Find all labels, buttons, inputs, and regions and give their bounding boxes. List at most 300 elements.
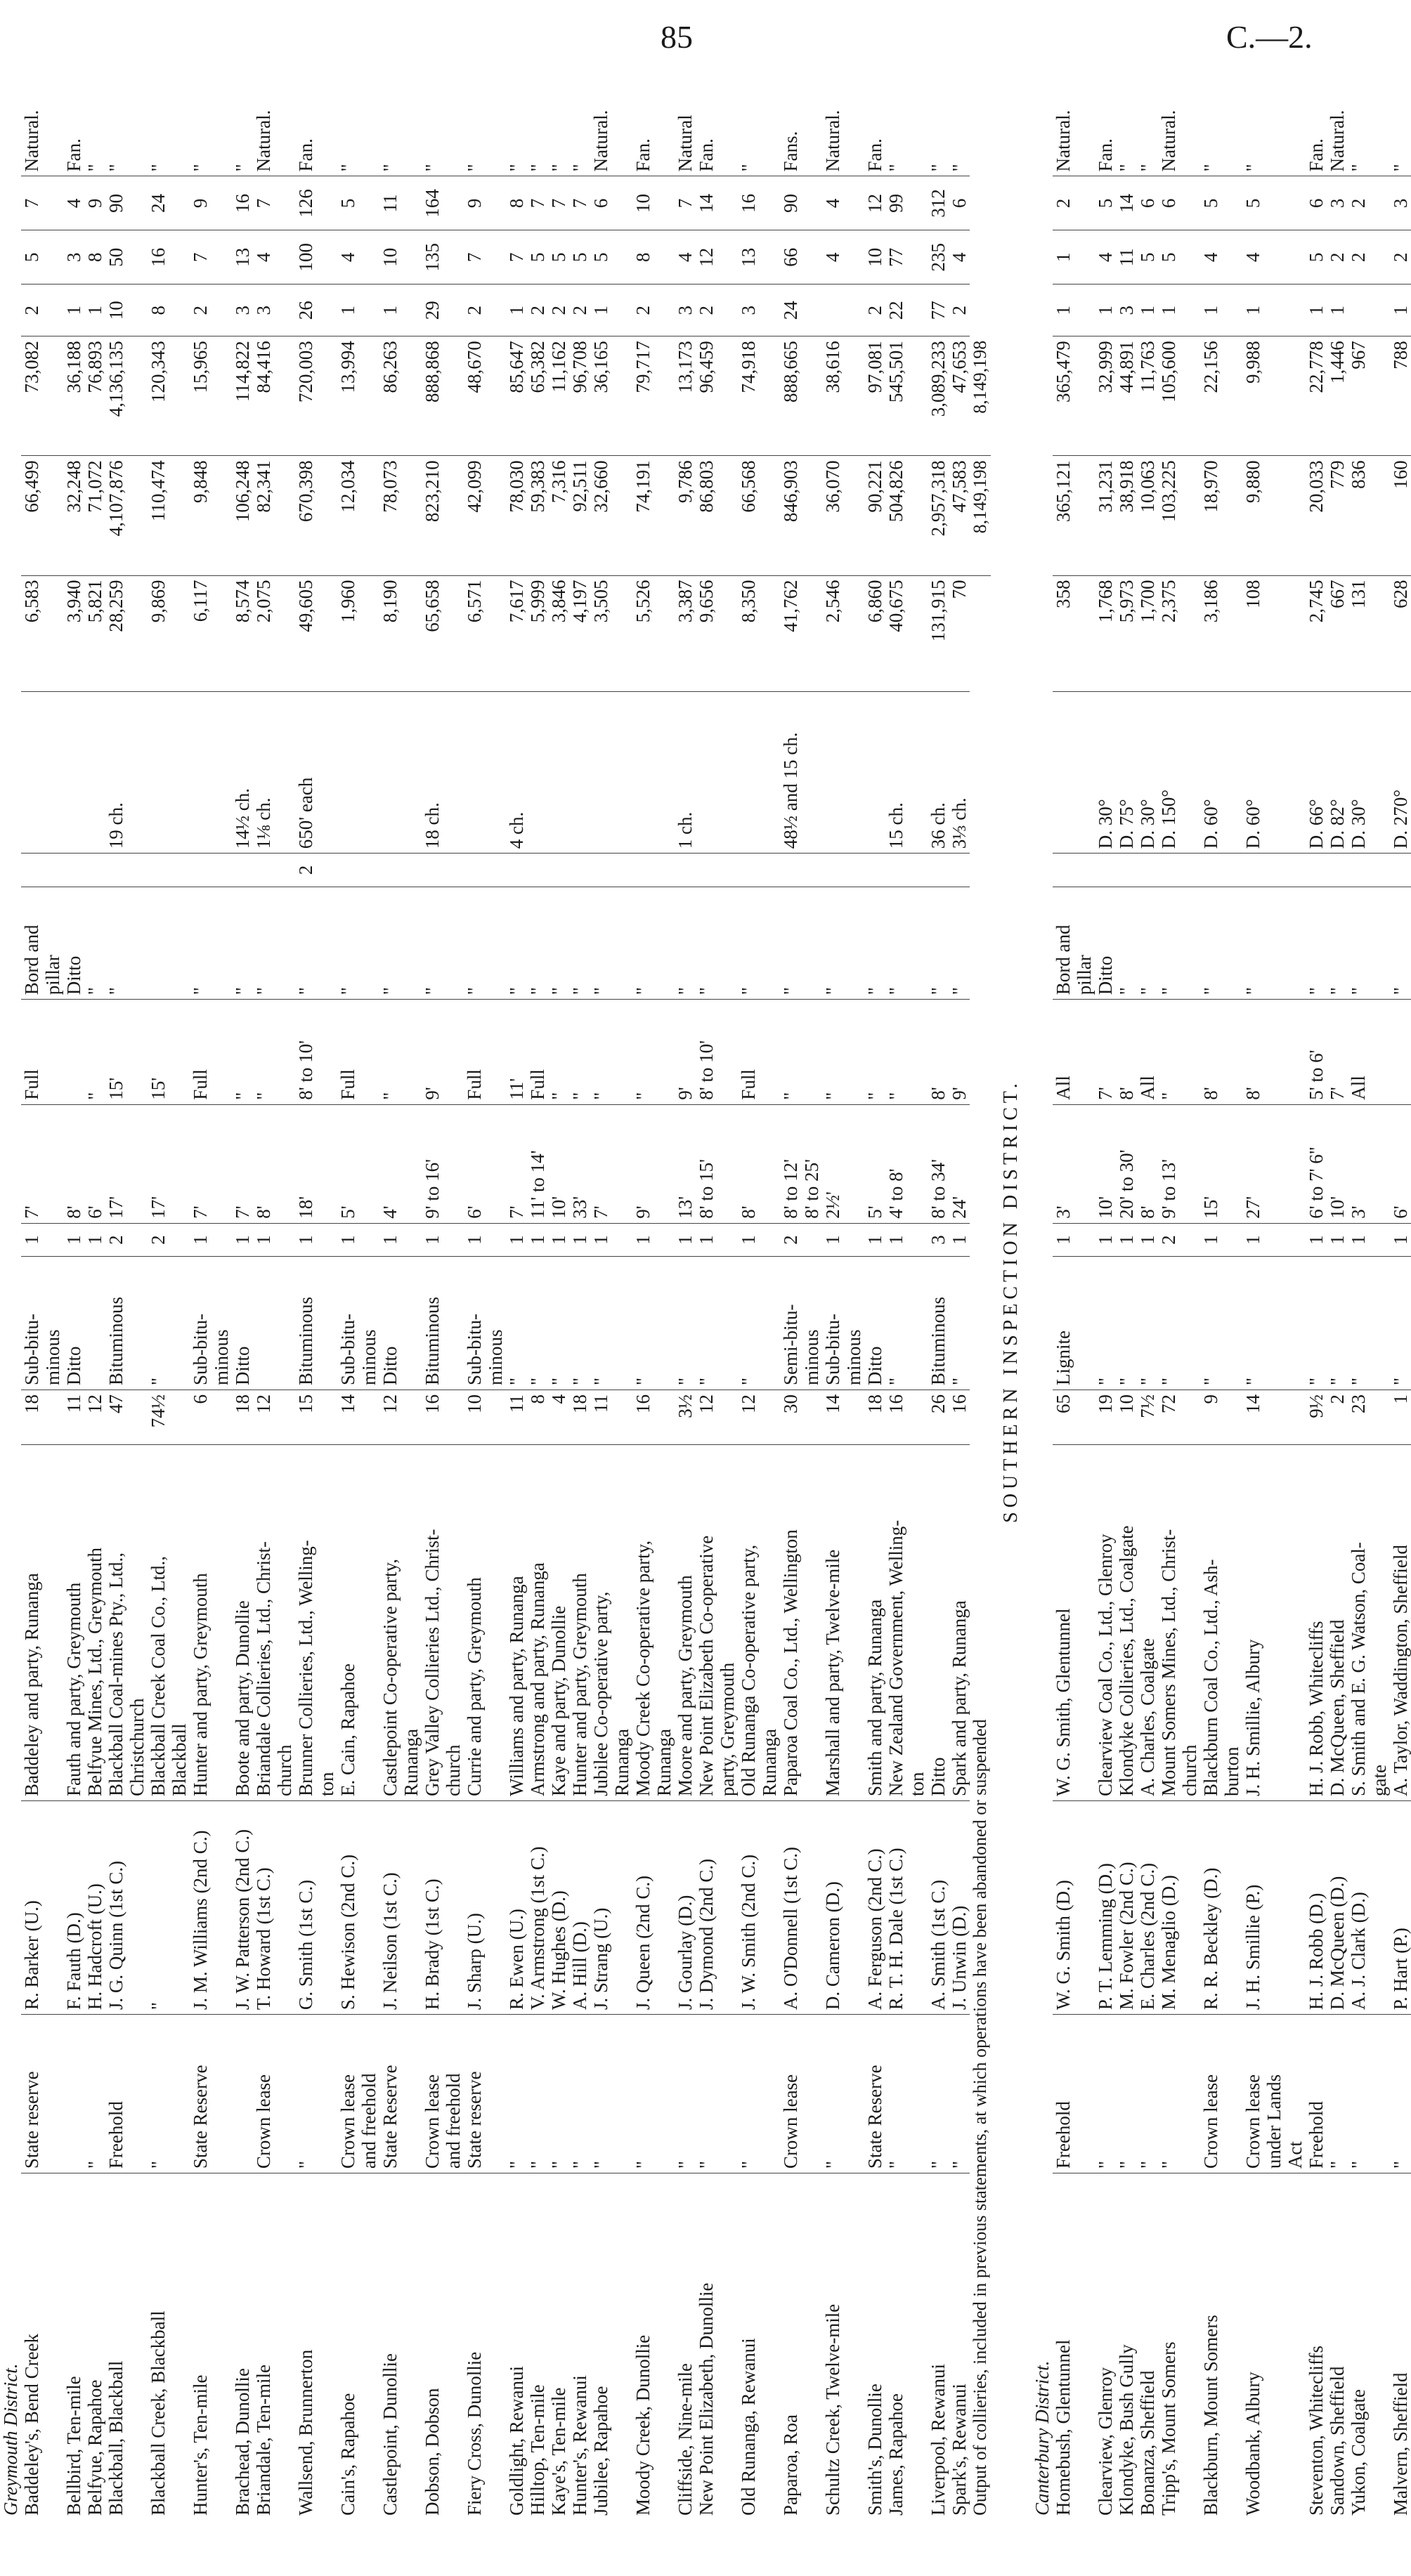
seam-thickness: 9' to 13' <box>1158 1104 1179 1223</box>
tenure <box>63 2015 84 2173</box>
output-previous <box>443 456 464 575</box>
seams-count: 1 <box>1200 1223 1221 1257</box>
tenure: Freehold <box>1053 2015 1074 2173</box>
output-year <box>1285 575 1306 692</box>
shafts-count <box>885 854 906 887</box>
manager <box>443 1800 464 2014</box>
working-system: pillar <box>1074 887 1095 1000</box>
persons-above: 4 <box>253 230 274 285</box>
shafts-count <box>1158 854 1179 887</box>
tenure: Crown lease <box>253 2015 274 2173</box>
owner <box>1285 1445 1306 1801</box>
output-year <box>611 575 632 692</box>
ventilation: " <box>379 82 401 176</box>
seams-count: 1 <box>1390 1223 1411 1257</box>
acreage <box>42 1390 63 1444</box>
owner: Blackburn Coal Co., Ltd., Ash- <box>1200 1445 1221 1801</box>
working-system: " <box>675 887 696 1000</box>
district-heading-row <box>1032 82 1053 2520</box>
output-total: 22,778 <box>1306 336 1327 456</box>
haulage <box>590 692 611 854</box>
acreage <box>169 1390 190 1444</box>
working-thickness <box>1263 1000 1285 1104</box>
persons-below: 10 <box>105 285 126 336</box>
persons-below: 22 <box>885 285 906 336</box>
seam-thickness <box>1221 1104 1242 1223</box>
output-total: 32,999 <box>1095 336 1116 456</box>
working-thickness: All <box>1137 1000 1158 1104</box>
shafts-count <box>590 854 611 887</box>
coal-class <box>1074 1257 1095 1390</box>
ventilation <box>485 82 506 176</box>
seam-thickness <box>1074 1104 1095 1223</box>
acreage <box>358 1390 379 1444</box>
working-system <box>1179 887 1200 1000</box>
output-total: 96,708 <box>569 336 590 456</box>
coal-class: " <box>1137 1257 1158 1390</box>
seam-thickness: 17' <box>105 1104 126 1223</box>
ventilation: " <box>738 82 759 176</box>
working-system: " <box>696 887 717 1000</box>
working-system: " <box>1116 887 1137 1000</box>
coal-class: Ditto <box>63 1257 84 1390</box>
shafts-count <box>1200 854 1221 887</box>
haulage: 15 ch. <box>885 692 906 854</box>
shafts-count <box>928 854 949 887</box>
coal-class: minous <box>843 1257 864 1390</box>
ventilation: Natural <box>675 82 696 176</box>
coal-class: " <box>527 1257 548 1390</box>
acreage: 14 <box>337 1390 358 1444</box>
seams-count: 1 <box>422 1223 443 1257</box>
persons-total <box>801 176 822 230</box>
owner: Paparoa Coal Co., Ltd., Wellington <box>780 1445 801 1801</box>
seam-thickness: 6' <box>464 1104 485 1223</box>
working-thickness: " <box>84 1000 105 1104</box>
owner: Runanga <box>401 1445 422 1801</box>
working-thickness: 15' <box>148 1000 169 1104</box>
ventilation <box>358 82 379 176</box>
working-system: " <box>949 887 970 1000</box>
working-system: " <box>822 887 843 1000</box>
shafts-count <box>1221 854 1242 887</box>
owner: gate <box>1369 1445 1390 1801</box>
coal-class <box>1369 1257 1390 1390</box>
output-previous: 74,191 <box>632 456 654 575</box>
owner: Clearview Coal Co., Ltd., Glenroy <box>1095 1445 1116 1801</box>
colliery-locality: New Point Elizabeth, Dunollie <box>696 2282 717 2516</box>
working-system <box>1285 887 1306 1000</box>
shafts-count <box>253 854 274 887</box>
coal-class <box>253 1257 274 1390</box>
output-total: 65,382 <box>527 336 548 456</box>
tenure <box>906 2015 928 2173</box>
persons-above <box>611 230 632 285</box>
seams-count: 1 <box>590 1223 611 1257</box>
persons-above: 10 <box>379 230 401 285</box>
output-total: 365,479 <box>1053 336 1074 456</box>
manager: R. R. Beckley (D.) <box>1200 1800 1221 2014</box>
working-thickness: " <box>632 1000 654 1104</box>
persons-total: 16 <box>738 176 759 230</box>
tenure: " <box>84 2015 105 2173</box>
seam-thickness <box>316 1104 337 1223</box>
persons-below: 77 <box>928 285 949 336</box>
seams-count <box>1179 1223 1200 1257</box>
owner: A. Charles, Coalgate <box>1137 1445 1158 1801</box>
persons-total <box>485 176 506 230</box>
working-thickness <box>1179 1000 1200 1104</box>
output-total: 85,647 <box>506 336 527 456</box>
output-total <box>611 336 632 456</box>
table-row <box>696 82 717 2520</box>
owner <box>485 1445 506 1801</box>
owner: church <box>1179 1445 1200 1801</box>
acreage <box>1179 1390 1200 1444</box>
persons-total: 6 <box>1306 176 1327 230</box>
persons-above: 5 <box>590 230 611 285</box>
shafts-count <box>864 854 885 887</box>
output-previous: 9,848 <box>190 456 211 575</box>
tenure <box>316 2015 337 2173</box>
manager: J. W. Patterson (2nd C.) <box>232 1800 253 2014</box>
seam-thickness: 7' <box>190 1104 211 1223</box>
output-year: 108 <box>1242 575 1263 692</box>
ventilation: " <box>422 82 443 176</box>
acreage: 1 <box>1390 1390 1411 1444</box>
coal-class: Sub-bitu- <box>337 1257 358 1390</box>
acreage <box>274 1390 295 1444</box>
output-previous: 670,398 <box>295 456 316 575</box>
persons-below: 8 <box>148 285 169 336</box>
manager: H. J. Robb (D.) <box>1306 1800 1327 2014</box>
manager: W. Hughes (D.) <box>548 1800 569 2014</box>
acreage <box>801 1390 822 1444</box>
acreage <box>1285 1390 1306 1444</box>
acreage: 47 <box>105 1390 126 1444</box>
manager: H. Brady (1st C.) <box>422 1800 443 2014</box>
shafts-count <box>1242 854 1263 887</box>
working-system <box>843 887 864 1000</box>
table-row <box>843 82 864 2520</box>
output-previous <box>274 456 295 575</box>
colliery-locality <box>42 2173 63 2520</box>
output-total: 9,988 <box>1242 336 1263 456</box>
seams-count: 1 <box>1242 1223 1263 1257</box>
output-year <box>1369 575 1390 692</box>
output-total <box>443 336 464 456</box>
table-row <box>1158 82 1179 2520</box>
tenure <box>611 2015 632 2173</box>
ventilation: " <box>190 82 211 176</box>
output-total: 1,446 <box>1327 336 1348 456</box>
table-row <box>274 82 295 2520</box>
output-total: 4,136,135 <box>105 336 126 456</box>
haulage: D. 60° <box>1242 692 1263 854</box>
working-system: " <box>1137 887 1158 1000</box>
seams-count: 2 <box>780 1223 801 1257</box>
persons-total <box>906 176 928 230</box>
output-year <box>274 575 295 692</box>
ventilation: " <box>527 82 548 176</box>
seams-count: 2 <box>1158 1223 1179 1257</box>
output-previous: 12,034 <box>337 456 358 575</box>
table-row <box>190 82 211 2520</box>
working-thickness <box>1221 1000 1242 1104</box>
acreage: 30 <box>780 1390 801 1444</box>
haulage <box>632 692 654 854</box>
persons-above: 5 <box>527 230 548 285</box>
working-system <box>401 887 422 1000</box>
working-system: " <box>527 887 548 1000</box>
output-previous: 47,583 <box>949 456 970 575</box>
haulage: 48½ and 15 ch. <box>780 692 801 854</box>
district-heading: Canterbury District. <box>1032 2360 1053 2516</box>
shafts-count <box>654 854 675 887</box>
table-row <box>443 82 464 2520</box>
seams-count: 1 <box>464 1223 485 1257</box>
persons-below <box>1369 285 1390 336</box>
persons-total <box>1263 176 1285 230</box>
coal-class: " <box>148 1257 169 1390</box>
output-total <box>1285 336 1306 456</box>
persons-total <box>211 176 232 230</box>
colliery-locality: Briandale, Ten-mile <box>253 2364 274 2516</box>
owner: ton <box>316 1445 337 1801</box>
persons-below: 2 <box>949 285 970 336</box>
persons-above: 235 <box>928 230 949 285</box>
tenure: " <box>1095 2015 1116 2173</box>
tenure <box>401 2015 422 2173</box>
output-total <box>654 336 675 456</box>
working-thickness <box>316 1000 337 1104</box>
persons-total: 4 <box>63 176 84 230</box>
acreage: 12 <box>379 1390 401 1444</box>
seams-count: 1 <box>949 1223 970 1257</box>
haulage: D. 66° <box>1306 692 1327 854</box>
persons-total <box>169 176 190 230</box>
output-total <box>1369 336 1390 456</box>
owner: Armstrong and party, Runanga <box>527 1445 548 1801</box>
owner: Blackball <box>169 1445 190 1801</box>
working-system: " <box>295 887 316 1000</box>
manager <box>485 1800 506 2014</box>
output-year <box>1263 575 1285 692</box>
output-total <box>759 336 780 456</box>
output-year <box>843 575 864 692</box>
persons-total: 2 <box>1053 176 1074 230</box>
shafts-count <box>506 854 527 887</box>
persons-below <box>801 285 822 336</box>
output-total <box>211 336 232 456</box>
acreage <box>843 1390 864 1444</box>
haulage <box>1369 692 1390 854</box>
working-thickness <box>485 1000 506 1104</box>
tenure: Crown lease <box>1200 2015 1221 2173</box>
manager: W. G. Smith (D.) <box>1053 1800 1074 2014</box>
output-total <box>1074 336 1095 456</box>
tenure: " <box>822 2015 843 2173</box>
page-number: 85 <box>661 19 693 55</box>
manager <box>801 1800 822 2014</box>
seams-count: 1 <box>1053 1223 1074 1257</box>
ventilation <box>169 82 190 176</box>
output-previous <box>316 456 337 575</box>
shafts-count <box>105 854 126 887</box>
colliery-locality <box>443 2173 464 2520</box>
output-previous: 823,210 <box>422 456 443 575</box>
table-row <box>316 82 337 2520</box>
coal-class <box>611 1257 632 1390</box>
acreage: 10 <box>1116 1390 1137 1444</box>
persons-above: 66 <box>780 230 801 285</box>
working-thickness <box>654 1000 675 1104</box>
persons-below <box>654 285 675 336</box>
working-thickness <box>1285 1000 1306 1104</box>
coal-class: " <box>1158 1257 1179 1390</box>
persons-total: 90 <box>105 176 126 230</box>
output-total: 8,149,198 <box>970 336 991 456</box>
colliery-locality: Steventon, Whitecliffs <box>1306 2346 1327 2516</box>
output-total: 13,173 <box>675 336 696 456</box>
persons-above: 16 <box>148 230 169 285</box>
coal-class: Ditto <box>232 1257 253 1390</box>
working-system: " <box>864 887 885 1000</box>
working-system <box>1221 887 1242 1000</box>
output-previous: 20,033 <box>1306 456 1327 575</box>
working-thickness: " <box>1158 1000 1179 1104</box>
coal-class: " <box>506 1257 527 1390</box>
seams-count <box>485 1223 506 1257</box>
coal-class: Sub-bitu- <box>822 1257 843 1390</box>
shafts-count <box>569 854 590 887</box>
output-total: 22,156 <box>1200 336 1221 456</box>
working-system: " <box>738 887 759 1000</box>
persons-above: 7 <box>506 230 527 285</box>
ventilation: Natural. <box>590 82 611 176</box>
tenure: " <box>696 2015 717 2173</box>
colliery-locality: Old Runanga, Rewanui <box>738 2338 759 2516</box>
seam-thickness: 8' to 15' <box>696 1104 717 1223</box>
persons-above: 4 <box>1200 230 1221 285</box>
ventilation <box>843 82 864 176</box>
seam-thickness: 5' <box>864 1104 885 1223</box>
district-heading: Greymouth District. <box>0 2363 21 2516</box>
table-row <box>1137 82 1158 2520</box>
coal-class: minous <box>801 1257 822 1390</box>
output-total: 38,616 <box>822 336 843 456</box>
working-thickness <box>906 1000 928 1104</box>
owner: D. McQueen, Sheffield <box>1327 1445 1348 1801</box>
persons-above <box>1221 230 1242 285</box>
persons-below <box>906 285 928 336</box>
persons-total: 6 <box>1158 176 1179 230</box>
working-system: " <box>1158 887 1179 1000</box>
ventilation: Fan. <box>1095 82 1116 176</box>
manager: T. Howard (1st C.) <box>253 1800 274 2014</box>
output-year: 65,658 <box>422 575 443 692</box>
acreage: 16 <box>885 1390 906 1444</box>
colliery-locality <box>801 2173 822 2520</box>
output-total: 11,763 <box>1137 336 1158 456</box>
haulage <box>42 692 63 854</box>
ventilation <box>759 82 780 176</box>
persons-below <box>42 285 63 336</box>
seams-count: 2 <box>148 1223 169 1257</box>
output-previous: 365,121 <box>1053 456 1074 575</box>
working-thickness: 8' <box>1242 1000 1263 1104</box>
output-previous: 90,221 <box>864 456 885 575</box>
output-year <box>801 575 822 692</box>
persons-below: 29 <box>422 285 443 336</box>
output-year: 8,190 <box>379 575 401 692</box>
manager: E. Charles (2nd C.) <box>1137 1800 1158 2014</box>
coal-class: " <box>1327 1257 1348 1390</box>
seam-thickness: 11' to 14' <box>527 1104 548 1223</box>
persons-below <box>443 285 464 336</box>
coal-class: " <box>675 1257 696 1390</box>
output-year: 5,526 <box>632 575 654 692</box>
persons-below: 3 <box>1116 285 1137 336</box>
persons-above <box>843 230 864 285</box>
tenure: Crown lease <box>780 2015 801 2173</box>
persons-below: 2 <box>21 285 42 336</box>
persons-above: 4 <box>1242 230 1263 285</box>
colliery-locality <box>1074 2173 1095 2520</box>
owner: Belfyue Mines, Ltd., Greymouth <box>84 1445 105 1801</box>
persons-total <box>717 176 738 230</box>
owner: Williams and party, Runanga <box>506 1445 527 1801</box>
manager: A. Hill (D.) <box>569 1800 590 2014</box>
table-row <box>1053 82 1074 2520</box>
page-reference: C.—2. <box>1226 19 1313 55</box>
working-system <box>1369 887 1390 1000</box>
persons-total: 99 <box>885 176 906 230</box>
haulage <box>1263 692 1285 854</box>
seam-thickness <box>906 1104 928 1223</box>
colliery-locality: Cliffside, Nine-mile <box>675 2363 696 2516</box>
seam-thickness: 33' <box>569 1104 590 1223</box>
persons-above: 5 <box>1137 230 1158 285</box>
coal-class <box>1221 1257 1242 1390</box>
output-total: 84,416 <box>253 336 274 456</box>
tenure: " <box>569 2015 590 2173</box>
seams-count: 1 <box>1327 1223 1348 1257</box>
persons-below <box>759 285 780 336</box>
seam-thickness: 6' <box>1390 1104 1411 1223</box>
manager: H. Hadcroft (U.) <box>84 1800 105 2014</box>
working-system: " <box>569 887 590 1000</box>
seam-thickness <box>1369 1104 1390 1223</box>
persons-total: 6 <box>590 176 611 230</box>
working-system: " <box>337 887 358 1000</box>
acreage: 12 <box>253 1390 274 1444</box>
persons-total: 11 <box>379 176 401 230</box>
ventilation <box>1221 82 1242 176</box>
output-year <box>1074 575 1095 692</box>
working-thickness: Full <box>464 1000 485 1104</box>
coal-class: minous <box>211 1257 232 1390</box>
output-year: 8,574 <box>232 575 253 692</box>
haulage: 1⅛ ch. <box>253 692 274 854</box>
coal-class: " <box>1348 1257 1369 1390</box>
persons-below <box>1221 285 1242 336</box>
persons-below: 2 <box>569 285 590 336</box>
persons-below: 1 <box>1095 285 1116 336</box>
section-title: SOUTHERN INSPECTION DISTRICT. <box>1000 1079 1022 1523</box>
colliery-locality: Fiery Cross, Dunollie <box>464 2351 485 2516</box>
output-total: 720,003 <box>295 336 316 456</box>
